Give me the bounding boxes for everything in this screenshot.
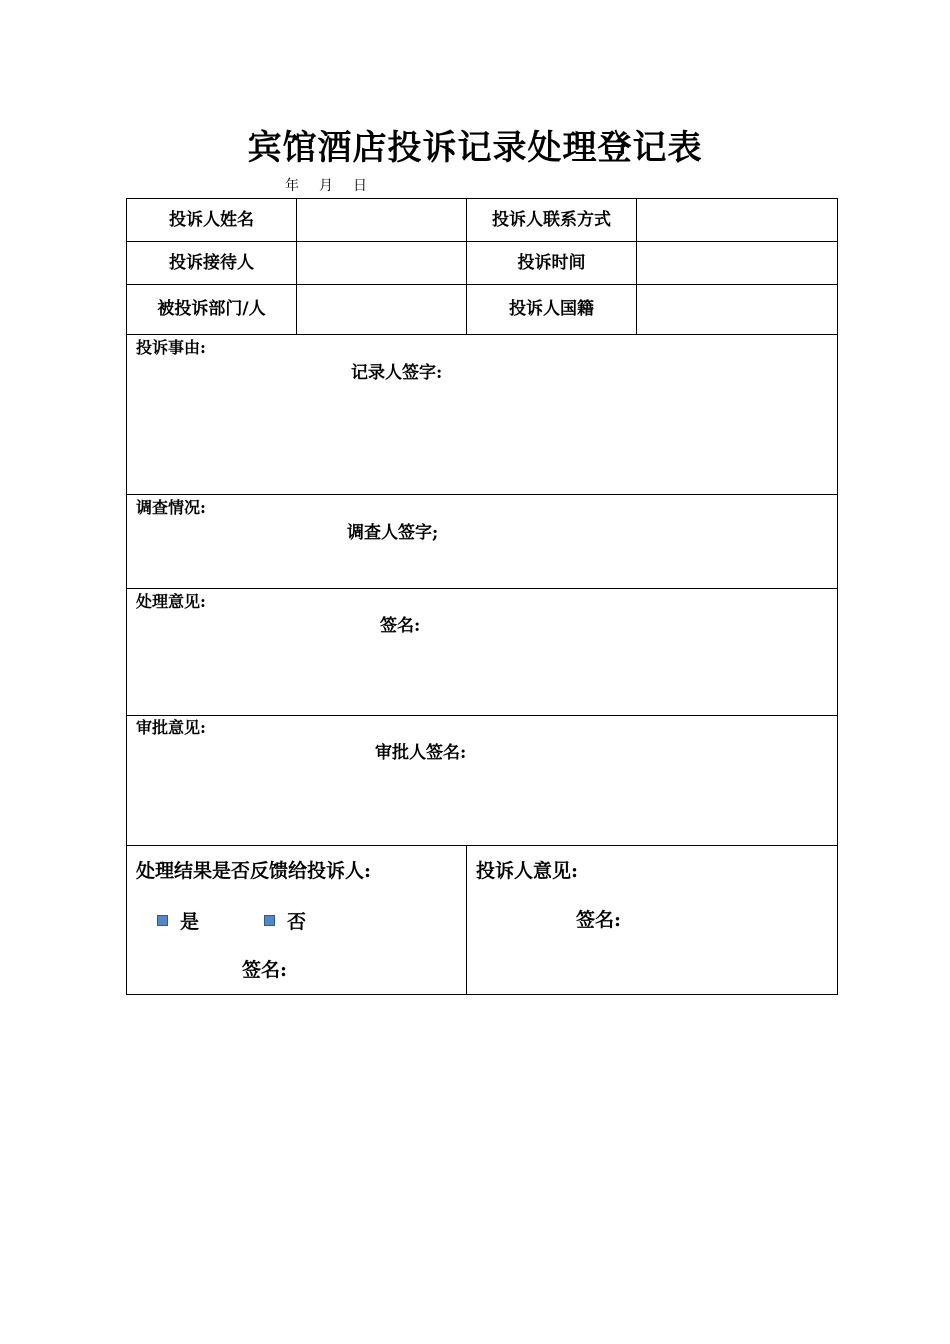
checkbox-icon[interactable]	[157, 915, 168, 926]
feedback-no-option[interactable]	[264, 907, 306, 934]
complaint-form-table	[126, 198, 838, 995]
approval-opinion-field[interactable]	[127, 716, 837, 845]
nationality-label: 投诉人国籍	[509, 299, 594, 319]
recorder-signature-label: 记录人签字:	[351, 363, 443, 383]
complaint-time-field[interactable]	[637, 242, 837, 284]
complaint-reason-label: 投诉事由:	[136, 338, 206, 357]
complainant-signature-label: 签名:	[576, 909, 622, 931]
approval-opinion-label: 审批意见:	[136, 718, 206, 737]
investigation-field[interactable]	[127, 495, 837, 588]
checkbox-icon[interactable]	[264, 915, 275, 926]
row-divider	[127, 845, 837, 846]
complainant-name-field[interactable]	[297, 199, 466, 241]
date-year-label: 年	[285, 178, 299, 194]
receptionist-label: 投诉接待人	[169, 253, 254, 273]
complained-dept-field[interactable]	[297, 285, 466, 334]
date-line	[285, 177, 367, 195]
complainant-opinion-label: 投诉人意见:	[476, 860, 579, 882]
complaint-reason-field[interactable]	[127, 335, 837, 494]
form-title: 宾馆酒店投诉记录处理登记表	[247, 128, 703, 168]
nationality-field[interactable]	[637, 285, 837, 334]
col-divider	[466, 845, 467, 995]
handling-opinion-label: 处理意见:	[136, 592, 206, 611]
investigation-label: 调查情况:	[136, 498, 206, 517]
receptionist-field[interactable]	[297, 242, 466, 284]
feedback-yes-option[interactable]	[157, 907, 199, 934]
investigator-signature-label: 调查人签字;	[347, 523, 439, 543]
approver-signature-label: 审批人签名:	[375, 743, 467, 763]
feedback-signature-label: 签名:	[242, 959, 288, 981]
complainant-name-label: 投诉人姓名	[169, 210, 254, 230]
complainant-contact-label: 投诉人联系方式	[492, 210, 611, 230]
complaint-time-label: 投诉时间	[517, 253, 586, 273]
date-month-label: 月	[319, 178, 333, 194]
date-day-label: 日	[353, 178, 367, 194]
feedback-yes-label: 是	[180, 911, 200, 933]
complainant-contact-field[interactable]	[637, 199, 837, 241]
handling-signature-label: 签名:	[380, 616, 421, 636]
feedback-question-label: 处理结果是否反馈给投诉人:	[136, 860, 372, 882]
complained-dept-label: 被投诉部门/人	[157, 299, 266, 319]
feedback-no-label: 否	[287, 911, 307, 933]
handling-opinion-field[interactable]	[127, 589, 837, 715]
